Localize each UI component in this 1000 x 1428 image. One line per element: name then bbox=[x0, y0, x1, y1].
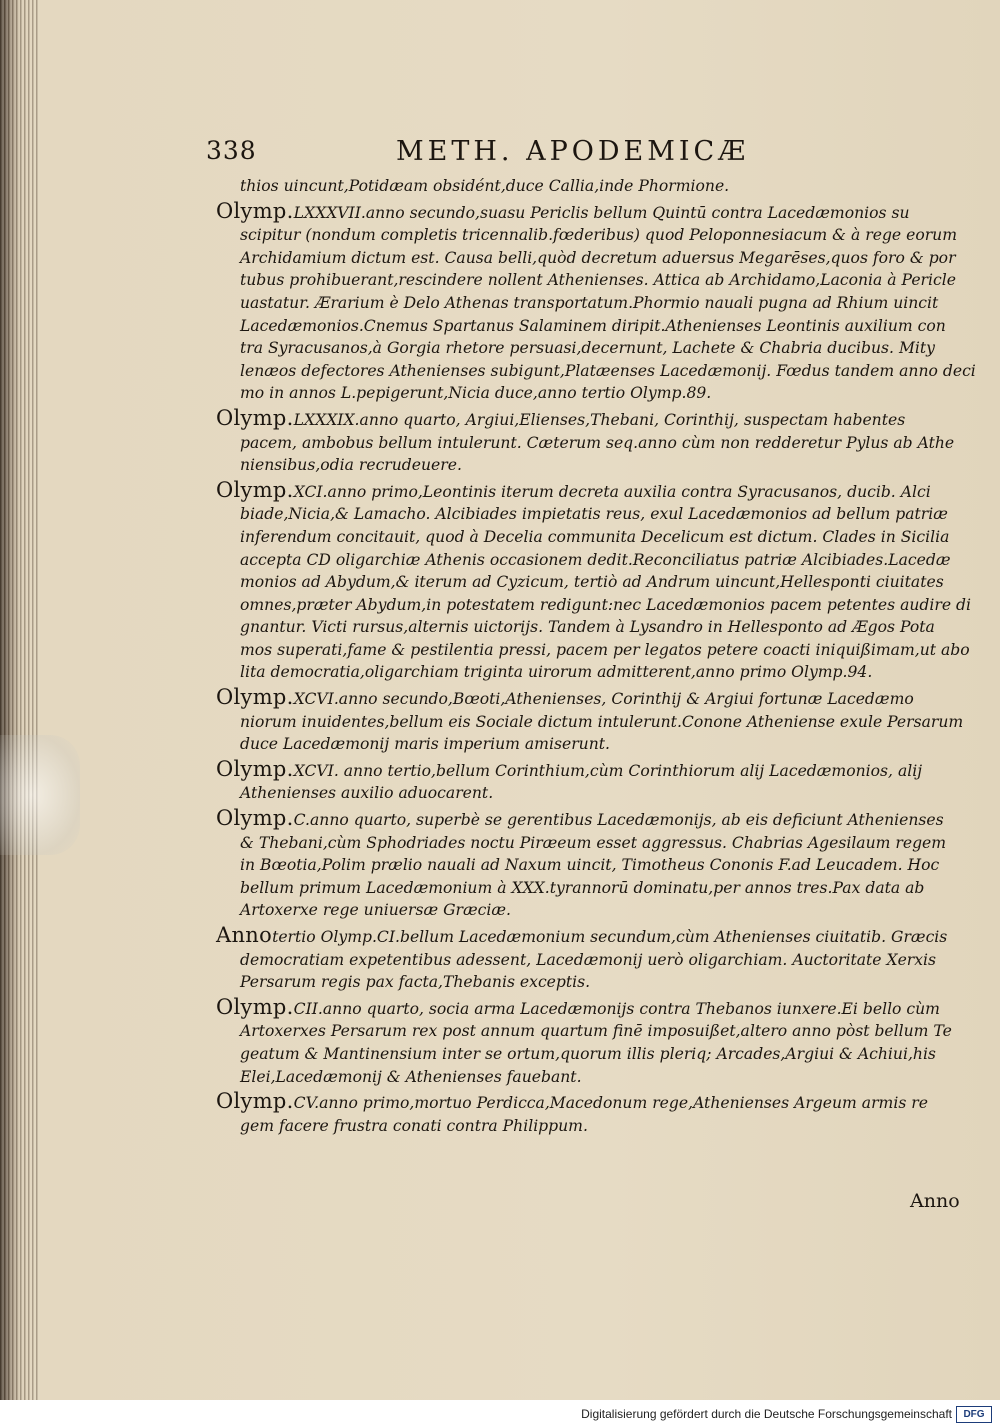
line-text: lenæos defectores Athenienses subigunt,Platæenses Lacedæmonij. Fœdus tandem anno deci bbox=[240, 361, 976, 380]
text-line bbox=[200, 854, 970, 877]
text-line bbox=[200, 949, 970, 972]
line-text: Persarum regis pax facta,Thebanis exceptis. bbox=[240, 973, 591, 992]
text-line bbox=[200, 733, 970, 756]
entry-lead-word: Olymp. bbox=[216, 1089, 294, 1114]
text-line bbox=[200, 832, 970, 855]
running-head: METH. APODEMICÆ bbox=[396, 136, 750, 167]
entry-lead-word: Olymp. bbox=[216, 685, 294, 710]
text-line bbox=[200, 1020, 970, 1043]
line-text: tra Syracusanos,à Gorgia rhetore persuasi,decernunt, Lachete & Chabria ducibus. Mity bbox=[240, 339, 935, 358]
text-line bbox=[200, 382, 970, 405]
text-line bbox=[200, 1043, 970, 1066]
line-text: inferendum concitauit, quod à Decelia communita Decelicum est dictum. Clades in Sicilia bbox=[240, 527, 950, 546]
line-text: lita democratia,oligarchiam triginta uirorum admitterent,anno primo Olymp.94. bbox=[240, 663, 873, 682]
text-line bbox=[200, 200, 970, 225]
text-line bbox=[200, 899, 970, 922]
text-line bbox=[200, 571, 970, 594]
line-text: Artoxerxe rege uniuersæ Græciæ. bbox=[240, 901, 511, 920]
line-text: mos superati,fame & pestilentia pressi, pacem per legatos petere coacti iniquißimam,ut abo bbox=[240, 640, 970, 659]
text-line bbox=[200, 526, 970, 549]
line-text: pacem, ambobus bellum intulerunt. Cæterum seq.anno cùm non redderetur Pylus ab Athe bbox=[240, 433, 955, 452]
entry-lead-word: Olymp. bbox=[216, 405, 294, 430]
line-text: tubus prohibuerant,rescindere nollent Athenienses. Attica ab Archidamo,Laconia à Pericle bbox=[240, 271, 956, 290]
text-line bbox=[200, 432, 970, 455]
text-line bbox=[200, 224, 970, 247]
text-line bbox=[200, 292, 970, 315]
line-text: geatum & Mantinensium inter se ortum,quorum illis pleriq; Arcades,Argiui & Achiui,his bbox=[240, 1044, 936, 1063]
line-text: omnes,præter Abydum,in potestatem redigunt:nec Lacedæmonios pacem petentes audire di bbox=[240, 595, 971, 614]
text-line bbox=[200, 315, 970, 338]
page-tab-marker bbox=[0, 735, 80, 855]
chronicle-entry bbox=[200, 407, 970, 477]
text-line bbox=[200, 269, 970, 292]
text-line bbox=[200, 594, 970, 617]
text-line bbox=[200, 337, 970, 360]
chronicle-entry bbox=[200, 198, 976, 405]
entry-lead-word: Olymp. bbox=[216, 806, 294, 831]
chronicle-entry bbox=[200, 1090, 970, 1137]
line-text: XCVI. anno tertio,bellum Corinthium,cùm Corinthiorum alij Lacedæmonios, alij bbox=[293, 761, 923, 780]
entry-lead-word: Olymp. bbox=[216, 477, 294, 502]
line-text: bellum primum Lacedæmonium à XXX.tyrannorū dominatu,per annos tres.Pax data ab bbox=[240, 878, 925, 897]
text-line bbox=[200, 877, 970, 900]
chronicle-entry bbox=[200, 807, 970, 922]
line-text: niensibus,odia recrudeuere. bbox=[240, 456, 462, 475]
text-line bbox=[200, 661, 970, 684]
line-text: gem facere frustra conati contra Philippum. bbox=[240, 1116, 588, 1135]
line-text: & Thebani,cùm Sphodriades noctu Piræeum esset aggressus. Chabrias Agesilaum regem bbox=[240, 833, 947, 852]
printed-page bbox=[200, 120, 976, 1220]
text-line bbox=[200, 711, 970, 734]
text-line bbox=[200, 175, 970, 198]
text-line bbox=[200, 407, 970, 432]
entry-lead-word: Anno bbox=[216, 923, 273, 947]
text-line bbox=[200, 616, 970, 639]
line-text: democratiam expetentibus adessent, Lacedæmonij uerò oligarchiam. Auctoritate Xerxis bbox=[240, 950, 937, 969]
line-text: Elei,Lacedæmonij & Athenienses fauebant. bbox=[240, 1067, 582, 1086]
digitization-footer bbox=[0, 1400, 1000, 1428]
line-text: Artoxerxes Persarum rex post annum quartum finē imposuißet,altero anno pòst bellum Te bbox=[240, 1022, 952, 1041]
line-text: CII.anno quarto, socia arma Lacedæmonijs contra Thebanos iunxere.Ei bello cùm bbox=[293, 999, 940, 1018]
chronicle-entry bbox=[200, 996, 970, 1088]
line-text: LXXXIX.anno quarto, Argiui,Elienses,Thebani, Corinthij, suspectam habentes bbox=[293, 410, 906, 429]
text-line bbox=[200, 1066, 970, 1089]
text-line bbox=[200, 686, 970, 711]
line-text: biade,Nicia,& Lamacho. Alcibiades impietatis reus, exul Lacedæmonios ad bellum patriæ bbox=[240, 505, 948, 524]
text-body bbox=[200, 175, 976, 1139]
line-text: Athenienses auxilio aduocarent. bbox=[240, 784, 494, 803]
text-line bbox=[200, 247, 970, 270]
text-line bbox=[200, 971, 970, 994]
text-line bbox=[200, 1115, 970, 1138]
text-line bbox=[200, 549, 970, 572]
line-text: accepta CD oligarchiæ Athenis occasionem dedit.Reconciliatus patriæ Alcibiades.Lacedæ bbox=[240, 550, 951, 569]
chronicle-entry bbox=[200, 175, 970, 198]
page-number: 338 bbox=[206, 136, 257, 165]
text-line bbox=[200, 360, 976, 383]
dfg-logo: DFG bbox=[956, 1406, 992, 1423]
text-line bbox=[200, 479, 970, 504]
chronicle-entry bbox=[200, 924, 970, 994]
line-text: C.anno quarto, superbè se gerentibus Lacedæmonijs, ab eis deficiunt Athenienses bbox=[293, 811, 944, 830]
line-text: thios uincunt,Potidæam obsidént,duce Callia,inde Phormione. bbox=[240, 177, 730, 195]
chronicle-entry bbox=[200, 758, 970, 805]
chronicle-entry bbox=[200, 686, 970, 756]
text-line bbox=[200, 924, 970, 949]
line-text: gnantur. Victi rursus,alternis uictorijs. Tandem à Lysandro in Hellesponto ad Ægos Pota bbox=[240, 618, 935, 637]
line-text: duce Lacedæmonij maris imperium amiserunt. bbox=[240, 735, 610, 754]
line-text: XCI.anno primo,Leontinis iterum decreta auxilia contra Syracusanos, ducib. Alci bbox=[293, 482, 931, 501]
text-line bbox=[200, 996, 970, 1021]
text-line bbox=[200, 503, 970, 526]
line-text: tertio Olymp.CI.bellum Lacedæmonium secundum,cùm Athenienses ciuitatib. Græcis bbox=[272, 928, 948, 946]
text-line bbox=[200, 1090, 970, 1115]
text-line bbox=[200, 807, 970, 832]
line-text: uastatur. Ærarium è Delo Athenas transportatum.Phormio nauali pugna ad Rhium uincit bbox=[240, 293, 939, 312]
line-text: XCVI.anno secundo,Bœoti,Athenienses, Corinthij & Argiui fortunæ Lacedæmo bbox=[293, 690, 914, 709]
line-text: niorum inuidentes,bellum eis Sociale dictum intulerunt.Conone Atheniense exule Persarum bbox=[240, 712, 964, 731]
text-line bbox=[200, 454, 970, 477]
entry-lead-word: Olymp. bbox=[216, 198, 294, 223]
line-text: Archidamium dictum est. Causa belli,quòd decretum aduersus Megarēses,quos foro & por bbox=[240, 248, 956, 267]
entry-lead-word: Olymp. bbox=[216, 756, 294, 781]
chronicle-entry bbox=[200, 479, 970, 684]
line-text: CV.anno primo,mortuo Perdicca,Macedonum rege,Athenienses Argeum armis re bbox=[293, 1094, 928, 1113]
text-line bbox=[200, 782, 970, 805]
text-line bbox=[200, 639, 970, 662]
entry-lead-word: Olymp. bbox=[216, 994, 294, 1019]
page-header bbox=[200, 136, 970, 176]
line-text: mo in annos L.pepigerunt,Nicia duce,anno tertio Olymp.89. bbox=[240, 384, 712, 403]
line-text: monios ad Abydum,& iterum ad Cyzicum, tertiò ad Andrum uincunt,Hellesponti ciuitates bbox=[240, 573, 944, 592]
footer-credit: Digitalisierung gefördert durch die Deutsche Forschungsgemeinschaft bbox=[581, 1407, 952, 1421]
line-text: in Bœotia,Polim prælio nauali ad Naxum uincit, Timotheus Cononis F.ad Leucadem. Hoc bbox=[240, 856, 940, 875]
line-text: scipitur (nondum completis tricennalib.fœderibus) quod Peloponnesiacum & à rege eorum bbox=[240, 226, 958, 245]
page-edge-stack bbox=[0, 0, 40, 1428]
line-text: Lacedæmonios.Cnemus Spartanus Salaminem diripit.Athenienses Leontinis auxilium con bbox=[240, 316, 946, 335]
line-text: LXXXVII.anno secundo,suasu Periclis bellum Quintū contra Lacedæmonios su bbox=[293, 203, 910, 222]
text-line bbox=[200, 758, 970, 783]
catchword: Anno bbox=[910, 1190, 960, 1212]
